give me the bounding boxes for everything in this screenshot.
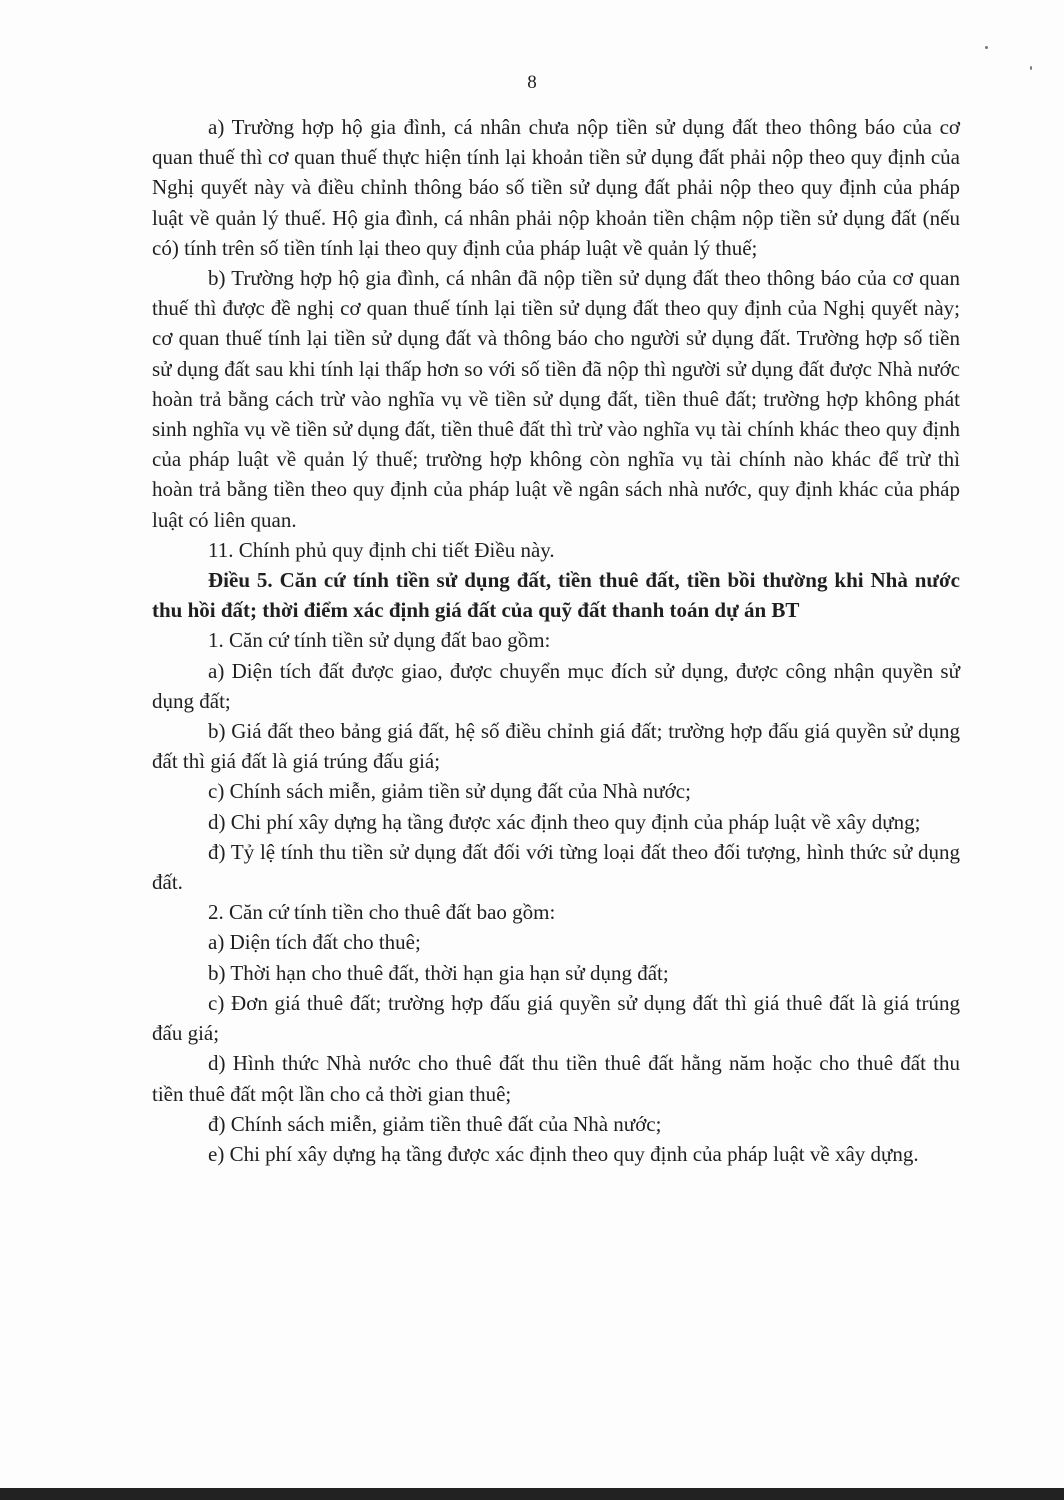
paragraph: b) Giá đất theo bảng giá đất, hệ số điều chỉnh giá đất; trường hợp đấu giá quyền sử dụng đất thì giá đất là giá trúng đấu giá;: [152, 719, 960, 774]
document-body: [152, 112, 960, 1169]
paragraph: a) Trường hợp hộ gia đình, cá nhân chưa nộp tiền sử dụng đất theo thông báo của cơ quan thuế thì cơ quan thuế thực hiện tính lại khoản tiền sử dụng đất phải nộp theo quy định của Nghị quyết này và điều chỉnh thông báo số tiền sử dụng đất phải nộp theo quy định của pháp luật về quản lý thuế. Hộ gia đình, cá nhân phải nộp khoản tiền chậm nộp tiền sử dụng đất (nếu có) tính trên số tiền tính lại theo quy định của pháp luật về quản lý thuế;: [152, 115, 960, 260]
paragraph: b) Thời hạn cho thuê đất, thời hạn gia hạn sử dụng đất;: [208, 960, 669, 985]
paragraph: 1. Căn cứ tính tiền sử dụng đất bao gồm:: [208, 628, 551, 653]
scan-speck: [985, 46, 988, 49]
paragraph: a) Diện tích đất cho thuê;: [208, 930, 421, 955]
paragraph: c) Chính sách miễn, giảm tiền sử dụng đất của Nhà nước;: [208, 779, 691, 804]
paragraph: đ) Chính sách miễn, giảm tiền thuê đất của Nhà nước;: [208, 1111, 662, 1136]
paragraph: 11. Chính phủ quy định chi tiết Điều này.: [208, 537, 555, 562]
article-heading: Điều 5. Căn cứ tính tiền sử dụng đất, tiền thuê đất, tiền bồi thường khi Nhà nước thu hồi đất; thời điểm xác định giá đất của quỹ đất thanh toán dự án BT: [152, 568, 960, 623]
scan-speck: [1030, 66, 1032, 70]
scan-edge: [0, 1488, 1064, 1500]
paragraph: a) Diện tích đất được giao, được chuyển mục đích sử dụng, được công nhận quyền sử dụng đất;: [152, 658, 960, 713]
paragraph: d) Chi phí xây dựng hạ tầng được xác định theo quy định của pháp luật về xây dựng;: [208, 809, 921, 834]
paragraph: b) Trường hợp hộ gia đình, cá nhân đã nộp tiền sử dụng đất theo thông báo của cơ quan thuế thì được đề nghị cơ quan thuế tính lại tiền sử dụng đất theo quy định của Nghị quyết này; cơ quan thuế tính lại tiền sử dụng đất và thông báo cho người sử dụng đất. Trường hợp số tiền sử dụng đất sau khi tính lại thấp hơn so với số tiền đã nộp thì người sử dụng đất được Nhà nước hoàn trả bằng cách trừ vào nghĩa vụ về tiền sử dụng đất, tiền thuê đất; trường hợp không phát sinh nghĩa vụ về tiền sử dụng đất, tiền thuê đất thì trừ vào nghĩa vụ tài chính khác theo quy định của pháp luật về quản lý thuế; trường hợp không còn nghĩa vụ tài chính nào khác để trừ thì hoàn trả bằng tiền theo quy định của pháp luật về ngân sách nhà nước, quy định khác của pháp luật có liên quan.: [152, 266, 960, 532]
page-number: 8: [527, 72, 537, 93]
paragraph: e) Chi phí xây dựng hạ tầng được xác định theo quy định của pháp luật về xây dựng.: [208, 1141, 919, 1166]
paragraph: đ) Tỷ lệ tính thu tiền sử dụng đất đối với từng loại đất theo đối tượng, hình thức sử dụng đất.: [152, 839, 960, 895]
paragraph: c) Đơn giá thuê đất; trường hợp đấu giá quyền sử dụng đất thì giá thuê đất là giá trúng đấu giá;: [152, 990, 960, 1046]
paragraph: d) Hình thức Nhà nước cho thuê đất thu tiền thuê đất hằng năm hoặc cho thuê đất thu tiền thuê đất một lần cho cả thời gian thuê;: [152, 1051, 960, 1106]
paragraph: 2. Căn cứ tính tiền cho thuê đất bao gồm:: [208, 900, 556, 925]
